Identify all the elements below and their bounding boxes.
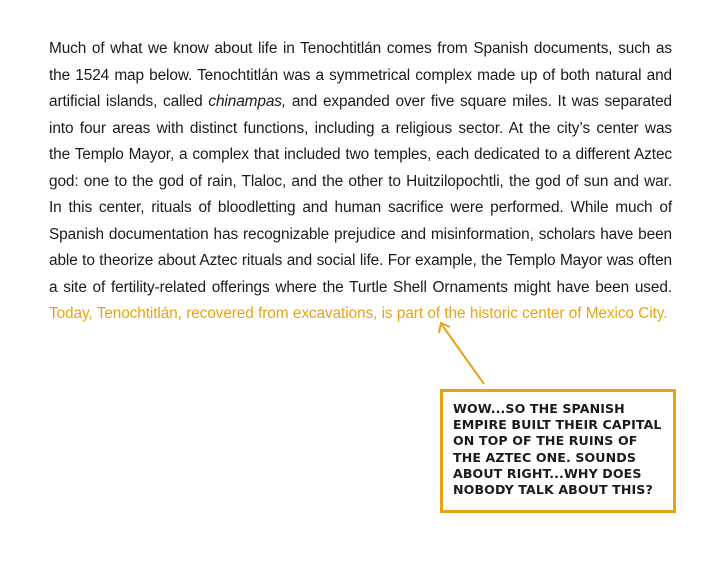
italic-term-chinampas: chinampas, (208, 93, 287, 110)
paragraph-line: Much of what we know about life in Tenochtitlán comes from Spanish documents, such as (49, 40, 672, 57)
highlighted-sentence: Today, Tenochtitlán, recovered from excavations, is part of the historic center of Mexico City. (49, 305, 668, 322)
body-paragraph (49, 36, 672, 328)
annotation-line: EMPIRE BUILT THEIR CAPITAL (453, 417, 662, 433)
paragraph-line: a site of fertility-related offerings where the Turtle Shell Ornaments might have been used. (49, 278, 672, 296)
paragraph-line: god: one to the god of rain, Tlaloc, and the other to Huitzilopochtli, the god of sun and war. (49, 172, 672, 190)
paragraph-line: the Templo Mayor, a complex that included two temples, each dedicated to a different Aztec (49, 146, 672, 163)
arrow-shaft (442, 325, 484, 384)
annotation-line: THE AZTEC ONE. SOUNDS (453, 449, 636, 465)
paragraph-line: able to theorize about Aztec rituals and social life. For example, the Templo Mayor was often (49, 252, 672, 269)
annotation-note-box (440, 389, 676, 513)
annotation-line: ON TOP OF THE RUINS OF (453, 433, 638, 449)
paragraph-line: into four areas with distinct functions, including a religious sector. At the city’s center was (49, 119, 672, 137)
paragraph-line: In this center, rituals of bloodletting and human sacrifice were performed. While much of (49, 199, 672, 216)
annotation-line: WOW...SO THE SPANISH (453, 401, 625, 416)
annotation-note-text (453, 401, 665, 498)
paragraph-line-text: and expanded over five square miles. It was separated (286, 93, 672, 110)
annotation-line: ABOUT RIGHT...WHY DOES (453, 465, 642, 481)
paragraph-line: Spanish documentation has recognizable prejudice and misinformation, scholars have been (49, 225, 672, 243)
annotation-line: NOBODY TALK ABOUT THIS? (453, 482, 653, 498)
paragraph-line (49, 89, 672, 116)
paragraph-line: the 1524 map below. Tenochtitlán was a symmetrical complex made up of both natural and (49, 66, 672, 84)
paragraph-line-text: artificial islands, called (49, 93, 209, 110)
